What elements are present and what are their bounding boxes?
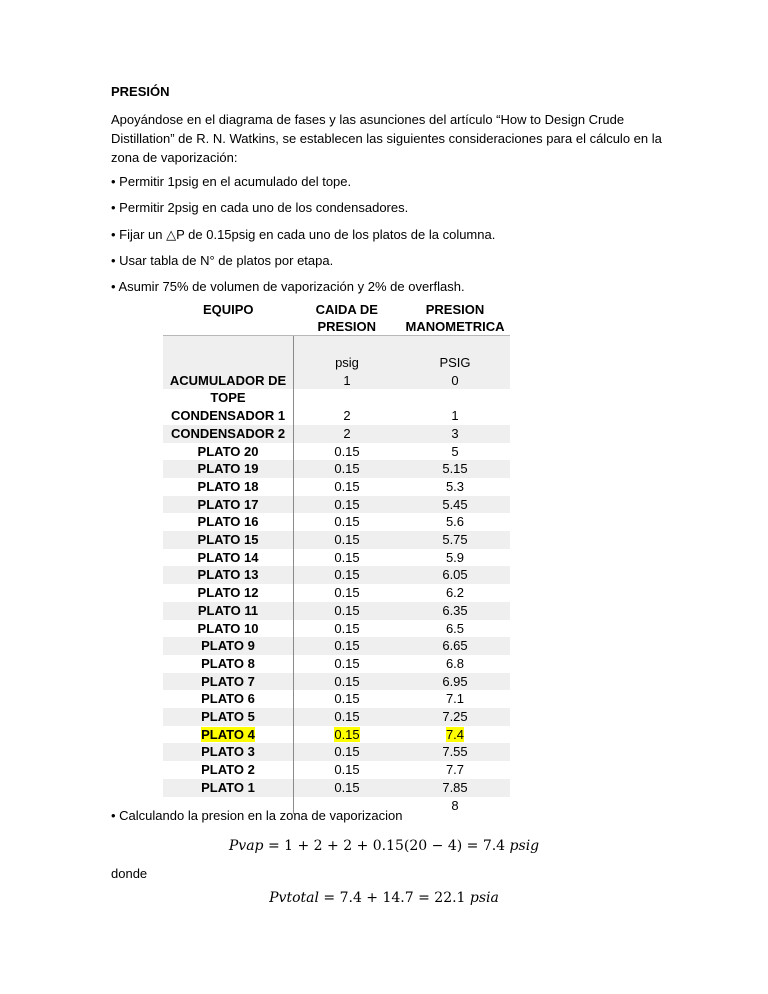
unit-cell: PSIG [400, 354, 510, 372]
bullet-item: • Permitir 1psig en el acumulado del tope. [111, 174, 352, 189]
formula-pvap: Pvap = 1 + 2 + 2 + 0.15(20 − 4) = 7.4 psig [228, 838, 540, 854]
table-row [163, 708, 510, 726]
presion-cell: 3 [400, 425, 510, 443]
presion-cell: 7.85 [400, 779, 510, 797]
table-row [163, 513, 510, 531]
presion-cell: 7.1 [445, 691, 465, 707]
table-row [163, 443, 510, 461]
intro-paragraph: Apoyándose en el diagrama de fases y las asunciones del artículo “How to Design Crude Distillation” de R. N. Watkins, se establecen las siguientes consideraciones para el cálculo en la zona de vaporización: [111, 112, 662, 165]
equipo-cell: PLATO 13 [163, 566, 294, 584]
table-row [163, 372, 510, 390]
caida-cell: 0.15 [334, 762, 360, 778]
presion-cell: 6.95 [400, 673, 510, 691]
presion-cell: 5.45 [400, 496, 510, 514]
bullet-item: • Usar tabla de N° de platos por etapa. [111, 253, 334, 268]
table-row [163, 496, 510, 514]
table-row [163, 354, 510, 372]
presion-cell: 5.3 [445, 478, 465, 494]
presion-cell: 5 [451, 443, 459, 459]
caida-cell: 0.15 [334, 585, 360, 601]
bullet-item: • Fijar un △P de 0.15psig en cada uno de los platos de la columna. [111, 227, 496, 242]
presion-cell: 6.8 [445, 655, 465, 671]
formula-pvtotal: Pvtotal = 7.4 + 14.7 = 22.1 psia [269, 890, 499, 906]
table-row [163, 584, 510, 602]
table-row [163, 425, 510, 443]
equipo-cell: PLATO 8 [163, 655, 294, 673]
table-row [163, 743, 510, 761]
presion-cell: 5.6 [445, 514, 465, 530]
equipo-cell: PLATO 9 [163, 637, 294, 655]
equipo-cell: PLATO 20 [163, 443, 294, 461]
presion-cell: 7.55 [400, 743, 510, 761]
table-row [163, 407, 510, 425]
caida-cell: 0.15 [294, 708, 401, 726]
caida-cell: 0.15 [294, 743, 401, 761]
table-row [163, 336, 510, 355]
equipo-cell: PLATO 5 [163, 708, 294, 726]
caida-cell: 0.15 [294, 460, 401, 478]
unit-cell: psig [294, 354, 401, 372]
presion-cell: 7.25 [400, 708, 510, 726]
caida-cell: 0.15 [294, 673, 401, 691]
presion-cell: 6.35 [400, 602, 510, 620]
caida-cell: 0.15 [334, 691, 360, 707]
caida-cell: 0.15 [294, 779, 401, 797]
table-row [163, 690, 510, 708]
bullet-item: • Asumir 75% de volumen de vaporización y 2% de overflash. [111, 279, 465, 294]
table-row [163, 531, 510, 549]
equipo-cell: PLATO 15 [163, 531, 294, 549]
equipo-cell: TOPE [163, 389, 294, 407]
table-row [163, 655, 510, 673]
equipo-cell: PLATO 18 [163, 478, 294, 496]
equipo-cell: PLATO 4 [163, 726, 294, 744]
presion-cell: 5.15 [400, 460, 510, 478]
caida-cell: 0.15 [294, 602, 401, 620]
header-presion: PRESION MANOMETRICA [400, 301, 510, 336]
bullet-item: • Calculando la presion en la zona de vaporizacion [111, 808, 403, 823]
equipo-cell: PLATO 3 [163, 743, 294, 761]
caida-cell: 0.15 [294, 531, 401, 549]
table-row [163, 566, 510, 584]
presion-cell: 7.4 [445, 726, 465, 742]
table-row [163, 620, 510, 638]
equipo-cell: PLATO 19 [163, 460, 294, 478]
presion-cell: 5.9 [445, 549, 465, 565]
equipo-cell: CONDENSADOR 1 [163, 407, 294, 425]
presion-cell: 6.2 [445, 585, 465, 601]
section-heading: PRESIÓN [111, 84, 170, 99]
table-row [163, 726, 510, 744]
presion-cell: 0 [400, 372, 510, 390]
caida-cell: 1 [294, 372, 401, 390]
presion-cell: 8 [451, 797, 459, 813]
caida-cell: 0.15 [334, 514, 360, 530]
header-equipo: EQUIPO [163, 301, 294, 336]
presion-cell: 6.05 [400, 566, 510, 584]
presion-cell: 6.5 [445, 620, 465, 636]
equipo-cell: CONDENSADOR 2 [163, 425, 294, 443]
presion-cell: 6.65 [400, 637, 510, 655]
caida-cell: 0.15 [334, 443, 360, 459]
equipo-cell: PLATO 1 [163, 779, 294, 797]
caida-cell: 0.15 [294, 496, 401, 514]
equipo-cell: PLATO 17 [163, 496, 294, 514]
table-header-row [163, 301, 510, 336]
equipo-cell: PLATO 6 [163, 690, 294, 708]
table-row [163, 779, 510, 797]
caida-cell: 0.15 [334, 726, 360, 742]
donde-text: donde [111, 866, 148, 881]
equipo-cell: PLATO 11 [163, 602, 294, 620]
equipo-cell: PLATO 2 [163, 761, 294, 779]
caida-cell: 0.15 [334, 620, 360, 636]
caida-cell: 0.15 [294, 637, 401, 655]
caida-cell: 0.15 [294, 566, 401, 584]
equipo-cell: PLATO 12 [163, 584, 294, 602]
table-row [163, 637, 510, 655]
presion-cell: 5.75 [400, 531, 510, 549]
equipo-cell: ACUMULADOR DE [163, 372, 294, 390]
caida-cell: 2 [343, 408, 351, 424]
table-row [163, 602, 510, 620]
caida-cell: 0.15 [334, 655, 360, 671]
header-caida: CAIDA DE PRESION [294, 301, 401, 336]
caida-cell: 0.15 [334, 478, 360, 494]
caida-cell: 0.15 [334, 549, 360, 565]
equipo-cell: PLATO 14 [163, 549, 294, 567]
presion-cell: 1 [451, 408, 459, 424]
table-row [163, 761, 510, 779]
presion-cell: 7.7 [445, 762, 465, 778]
table-row [163, 460, 510, 478]
equipo-cell: PLATO 16 [163, 513, 294, 531]
table-row [163, 389, 510, 407]
equipo-cell: PLATO 7 [163, 673, 294, 691]
table-row [163, 478, 510, 496]
equipo-cell: PLATO 10 [163, 620, 294, 638]
caida-cell: 2 [294, 425, 401, 443]
table-row [163, 673, 510, 691]
table-row [163, 549, 510, 567]
bullet-item: • Permitir 2psig en cada uno de los condensadores. [111, 200, 409, 215]
pressure-table [163, 301, 510, 814]
